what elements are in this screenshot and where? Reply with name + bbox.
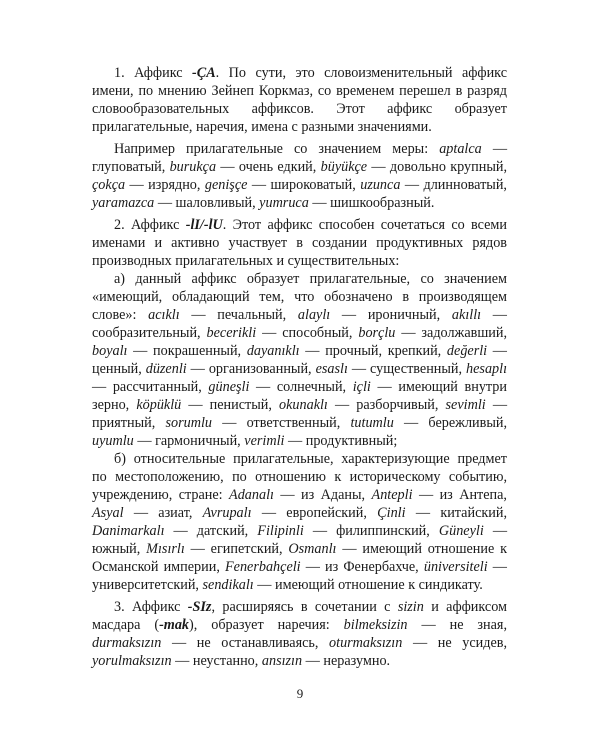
page-number: 9: [296, 686, 304, 701]
italic-term: borçlu: [358, 325, 396, 341]
italic-term: yumruca: [259, 195, 309, 211]
italic-term: esaslı: [315, 361, 348, 377]
text-run: — длинноватый,: [400, 177, 507, 193]
italic-term: sevimli: [445, 397, 486, 413]
text-run: — довольно крупный,: [367, 159, 507, 175]
italic-term: Çinli: [377, 505, 406, 521]
italic-term: yaramazca: [92, 195, 155, 211]
text-run: — задолжавший,: [395, 325, 507, 341]
affix-term: -ÇA: [192, 65, 216, 81]
text-run: — организованный,: [186, 361, 316, 377]
text-run: — ценный,: [92, 343, 507, 377]
text-run: — приятный,: [92, 397, 508, 431]
italic-term: çokça: [92, 177, 126, 193]
paragraph-4: [92, 270, 507, 450]
text-run: — европейский,: [251, 505, 378, 521]
text-run: — южный,: [92, 523, 508, 557]
text-run: — филиппинский,: [303, 523, 439, 539]
text-run: — продуктивный;: [284, 433, 398, 449]
text-run: — имеющий отношение к Османской империи,: [92, 541, 508, 575]
italic-term: durmaksızın: [92, 635, 162, 651]
italic-term: düzenli: [145, 361, 187, 377]
text-run: ), образует наречия:: [189, 617, 344, 633]
affix-term: -SIz: [187, 599, 212, 615]
italic-term: Mısırlı: [146, 541, 185, 557]
text-run: — университетский,: [92, 559, 507, 593]
italic-term: genişçe: [204, 177, 248, 193]
italic-term: burukça: [169, 159, 217, 175]
italic-term: üniversiteli: [423, 559, 488, 575]
italic-term: Danimarkalı: [92, 523, 165, 539]
italic-term: akıllı: [451, 307, 482, 323]
italic-term: değerli: [446, 343, 488, 359]
text-run: 1. Аффикс: [114, 65, 192, 81]
text-run: — пенистый,: [181, 397, 280, 413]
text-run: — разборчивый,: [327, 397, 446, 413]
paragraph-1: [92, 64, 507, 136]
text-run: 2. Аффикс: [114, 217, 186, 233]
italic-term: uzunca: [360, 177, 401, 193]
text-run: — азиат,: [123, 505, 203, 521]
text-run: — неразумно.: [302, 653, 391, 669]
italic-term: Filipinli: [257, 523, 304, 539]
text-run: — рассчитанный,: [92, 379, 209, 395]
italic-term: ansızın: [261, 653, 303, 669]
text-run: — гармоничный,: [133, 433, 245, 449]
paragraph-6: [92, 598, 507, 670]
italic-term: Fenerbahçeli: [224, 559, 301, 575]
italic-term: köpüklü: [136, 397, 182, 413]
text-run: — широковатый,: [247, 177, 361, 193]
text-run: и аффиксом масдара (: [92, 599, 507, 633]
text-run: , расширяясь в сочетании с: [211, 599, 398, 615]
paragraph-2: [92, 140, 507, 212]
italic-term: Adanalı: [229, 487, 274, 503]
italic-term: aptalca: [439, 141, 482, 157]
text-run: — имеющий внутри зерно,: [92, 379, 507, 413]
text-run: Например прилагательные со значением меры:: [114, 141, 440, 157]
italic-term: dayanıklı: [246, 343, 300, 359]
italic-term: okunaklı: [279, 397, 328, 413]
text-run: — датский,: [164, 523, 258, 539]
text-run: — глуповатый,: [92, 141, 508, 175]
italic-term: tutumlu: [350, 415, 394, 431]
italic-term: oturmaksızın: [329, 635, 403, 651]
text-run: — шаловливый,: [154, 195, 260, 211]
text-run: — сообразительный,: [92, 307, 507, 341]
text-run: — изрядно,: [125, 177, 205, 193]
italic-term: Osmanlı: [288, 541, 337, 557]
text-run: — покрашенный,: [127, 343, 247, 359]
italic-term: içli: [352, 379, 371, 395]
italic-term: Antepli: [371, 487, 413, 503]
text-run: а) данный аффикс образует прилагательные, со значением «имеющий, обладающий тем, что обозначено в производящем слове»:: [92, 271, 507, 323]
text-run: — из Фенербахче,: [300, 559, 424, 575]
italic-term: bilmeksizin: [343, 617, 408, 633]
italic-term: Güneyli: [438, 523, 484, 539]
text-run: — прочный, крепкий,: [299, 343, 447, 359]
italic-term: Asyal: [92, 505, 124, 521]
italic-term: Avrupalı: [202, 505, 252, 521]
text-run: — ответственный,: [212, 415, 351, 431]
page-body: [92, 64, 507, 670]
text-run: — китайский,: [405, 505, 507, 521]
text-run: 3. Аффикс: [114, 599, 188, 615]
text-run: — из Аданы,: [273, 487, 372, 503]
italic-term: verimli: [244, 433, 285, 449]
text-run: . По сути, это словоизменительный аффикс имени, по мнению Зейнеп Коркмаз, со временем перешел в разряд словообразовательных аффиксов. Этот аффикс образует прилагательные, наречия, имена с разными значениями.: [92, 65, 507, 135]
italic-term: büyükçe: [320, 159, 368, 175]
text-run: — египетский,: [184, 541, 289, 557]
text-run: . Этот аффикс способен сочетаться со всеми именами и активно участвует в создании продуктивных рядов производных прилагательных и существительных:: [92, 217, 507, 269]
italic-term: acıklı: [148, 307, 180, 323]
italic-term: sendikalı: [202, 577, 254, 593]
italic-term: yorulmaksızın: [92, 653, 172, 669]
text-run: — из Антепа,: [412, 487, 507, 503]
text-run: — не зная,: [407, 617, 507, 633]
affix-term: -lI/-lU: [185, 217, 223, 233]
italic-term: güneşli: [208, 379, 250, 395]
text-run: — существенный,: [347, 361, 467, 377]
italic-term: sorumlu: [165, 415, 212, 431]
text-run: — бережливый,: [393, 415, 507, 431]
text-run: — ироничный,: [330, 307, 452, 323]
italic-term: becerikli: [206, 325, 257, 341]
text-run: — солнечный,: [249, 379, 353, 395]
text-run: — способный,: [256, 325, 359, 341]
text-run: — неустанно,: [171, 653, 262, 669]
text-run: — не усидев,: [402, 635, 507, 651]
text-run: б) относительные прилагательные, характеризующие предмет по местоположению, по отношению к историческому событию, учреждению, стране:: [92, 451, 507, 503]
text-run: — печальный,: [179, 307, 298, 323]
italic-term: alaylı: [297, 307, 331, 323]
text-run: — не останавливаясь,: [161, 635, 330, 651]
italic-term: hesaplı: [466, 361, 508, 377]
affix-term: -mak: [159, 617, 190, 633]
italic-term: boyalı: [92, 343, 128, 359]
italic-term: sizin: [397, 599, 424, 615]
italic-term: uyumlu: [92, 433, 134, 449]
text-run: — шишкообразный.: [308, 195, 435, 211]
paragraph-5: [92, 450, 507, 594]
paragraph-3: [92, 216, 507, 270]
text-run: — имеющий отношение к синдикату.: [253, 577, 483, 593]
text-run: — очень едкий,: [216, 159, 321, 175]
